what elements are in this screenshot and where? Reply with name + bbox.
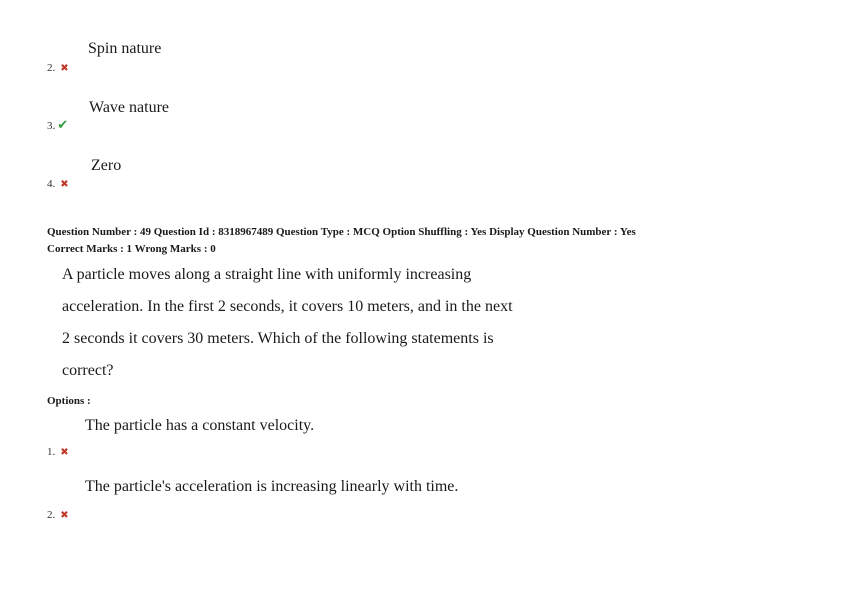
option-number: 1. bbox=[47, 446, 56, 458]
option-text: Zero bbox=[91, 157, 122, 174]
option-number: 2. bbox=[47, 62, 56, 74]
marks-meta: Correct Marks : 1 Wrong Marks : 0 bbox=[47, 243, 216, 255]
question-text-line: 2 seconds it covers 30 meters. Which of the following statements is bbox=[62, 330, 494, 347]
options-label: Options : bbox=[47, 395, 91, 407]
option-number: 3. bbox=[47, 120, 56, 132]
wrong-cross-icon: ✖ bbox=[60, 63, 69, 74]
correct-check-icon: ✔ bbox=[57, 118, 69, 133]
option-text: The particle has a constant velocity. bbox=[85, 417, 315, 434]
question-text-line: correct? bbox=[62, 362, 114, 379]
option-text: Spin nature bbox=[88, 40, 162, 57]
option-text: The particle's acceleration is increasing linearly with time. bbox=[85, 478, 459, 495]
question-text-line: A particle moves along a straight line with uniformly increasing bbox=[62, 266, 472, 283]
question-meta: Question Number : 49 Question Id : 8318967489 Question Type : MCQ Option Shuffling : Yes Display Question Number : Yes bbox=[47, 226, 636, 238]
wrong-cross-icon: ✖ bbox=[60, 510, 69, 521]
wrong-cross-icon: ✖ bbox=[60, 179, 69, 190]
option-number-row bbox=[47, 174, 69, 192]
option-number-row bbox=[47, 58, 69, 76]
question-text-line: acceleration. In the first 2 seconds, it covers 10 meters, and in the next bbox=[62, 298, 513, 315]
option-number: 4. bbox=[47, 178, 56, 190]
option-number: 2. bbox=[47, 509, 56, 521]
option-number-row bbox=[47, 505, 69, 523]
option-text: Wave nature bbox=[89, 99, 169, 116]
wrong-cross-icon: ✖ bbox=[60, 447, 69, 458]
option-number-row bbox=[47, 116, 68, 134]
option-number-row bbox=[47, 442, 69, 460]
